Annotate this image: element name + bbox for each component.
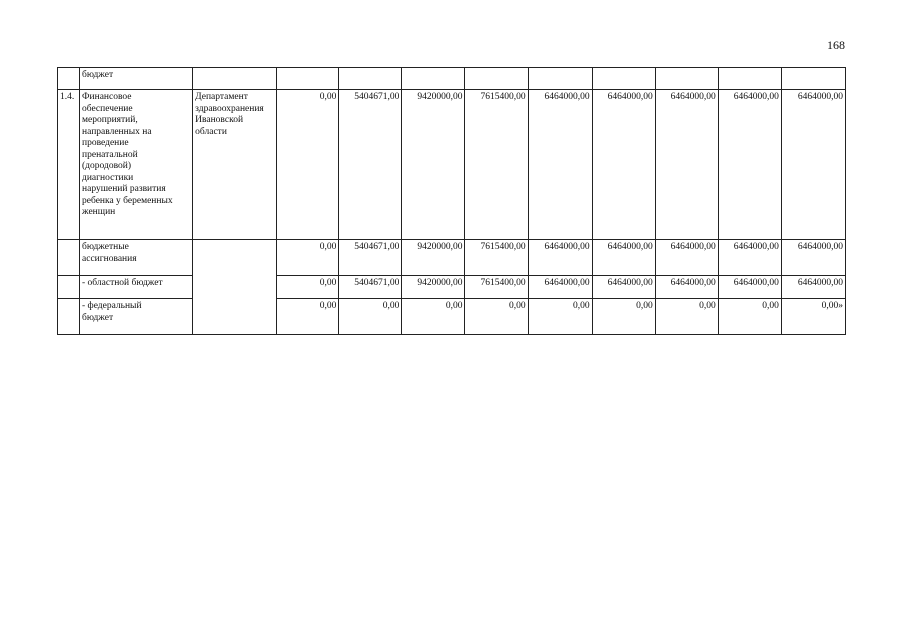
value-cell bbox=[465, 68, 528, 90]
value-cell: 6464000,00 bbox=[528, 240, 592, 276]
value-cell: 9420000,00 bbox=[402, 276, 465, 299]
value-cell: 6464000,00 bbox=[781, 276, 845, 299]
page-number: 168 bbox=[827, 38, 845, 52]
value-cell: 0,00 bbox=[655, 299, 718, 335]
value-cell: 5404671,00 bbox=[339, 276, 402, 299]
value-cell: 0,00 bbox=[402, 299, 465, 335]
value-cell: 6464000,00 bbox=[718, 90, 781, 240]
value-cell: 6464000,00 bbox=[781, 90, 845, 240]
value-cell: 9420000,00 bbox=[402, 240, 465, 276]
value-cell: 9420000,00 bbox=[402, 90, 465, 240]
value-cell: 6464000,00 bbox=[655, 90, 718, 240]
executor-line: Ивановской bbox=[195, 115, 244, 125]
value-cell bbox=[592, 68, 655, 90]
value-cell bbox=[339, 68, 402, 90]
row-name-line: обеспечение bbox=[82, 103, 133, 114]
row-name-line: женщин bbox=[82, 207, 116, 217]
row-name-line: проведение bbox=[82, 138, 129, 148]
row-name-line: бюджетные bbox=[82, 242, 129, 252]
value-cell: 6464000,00 bbox=[592, 240, 655, 276]
row-name-line: диагностики bbox=[82, 172, 134, 183]
executor-line: здравоохранения bbox=[195, 103, 264, 114]
executor-line: области bbox=[195, 126, 227, 137]
row-name-cell bbox=[80, 240, 193, 276]
row-name-line: бюджет bbox=[82, 312, 114, 323]
value-cell bbox=[655, 68, 718, 90]
value-cell: 0,00 bbox=[277, 299, 339, 335]
row-name-line: направленных на bbox=[82, 126, 152, 137]
table-row-regional-budget bbox=[58, 276, 846, 299]
row-name-line: (дородовой) bbox=[82, 161, 131, 171]
row-name-line: ассигнования bbox=[82, 253, 137, 264]
executor-line: Департамент bbox=[195, 92, 248, 102]
value-cell: 7615400,00 bbox=[465, 276, 528, 299]
value-cell: 6464000,00 bbox=[592, 276, 655, 299]
executor-cell-merged bbox=[193, 240, 277, 335]
row-name-line: - федеральный bbox=[82, 301, 142, 311]
table-body bbox=[58, 68, 846, 335]
value-cell: 6464000,00 bbox=[528, 90, 592, 240]
value-cell bbox=[528, 68, 592, 90]
value-cell bbox=[718, 68, 781, 90]
table-row-federal-budget bbox=[58, 299, 846, 335]
row-name-line: ребенка у беременных bbox=[82, 195, 173, 206]
value-cell: 5404671,00 bbox=[339, 240, 402, 276]
row-name-cell bbox=[80, 276, 193, 299]
row-number-cell bbox=[58, 299, 80, 335]
executor-cell bbox=[193, 90, 277, 240]
row-name-line: - областной бюджет bbox=[82, 278, 163, 288]
value-cell: 6464000,00 bbox=[718, 276, 781, 299]
row-name-line: бюджет bbox=[82, 70, 114, 80]
value-cell bbox=[277, 68, 339, 90]
value-cell: 0,00 bbox=[277, 90, 339, 240]
value-cell: 6464000,00 bbox=[781, 240, 845, 276]
value-cell: 0,00 bbox=[718, 299, 781, 335]
value-cell: 5404671,00 bbox=[339, 90, 402, 240]
executor-cell bbox=[193, 68, 277, 90]
row-number-cell: 1.4. bbox=[58, 90, 80, 240]
financing-table bbox=[57, 67, 846, 335]
value-cell: 0,00 bbox=[465, 299, 528, 335]
row-number-cell bbox=[58, 240, 80, 276]
value-cell: 0,00 bbox=[339, 299, 402, 335]
row-name-line: нарушений развития bbox=[82, 184, 166, 194]
value-cell: 6464000,00 bbox=[655, 276, 718, 299]
row-name-cell bbox=[80, 299, 193, 335]
row-number-cell bbox=[58, 68, 80, 90]
value-cell: 0,00 bbox=[592, 299, 655, 335]
row-name-cell bbox=[80, 90, 193, 240]
table-row-continuation bbox=[58, 68, 846, 90]
value-cell: 6464000,00 bbox=[592, 90, 655, 240]
value-cell: 6464000,00 bbox=[718, 240, 781, 276]
row-name-line: мероприятий, bbox=[82, 115, 138, 125]
row-name-line: пренатальной bbox=[82, 149, 138, 160]
row-name-line: Финансовое bbox=[82, 92, 132, 102]
row-name-cell bbox=[80, 68, 193, 90]
value-cell: 6464000,00 bbox=[528, 276, 592, 299]
value-cell: 6464000,00 bbox=[655, 240, 718, 276]
value-cell bbox=[781, 68, 845, 90]
table-row-1-4 bbox=[58, 90, 846, 240]
value-cell: 0,00 bbox=[277, 276, 339, 299]
value-cell: 0,00 bbox=[277, 240, 339, 276]
table-row-budget-allocations bbox=[58, 240, 846, 276]
value-cell: 7615400,00 bbox=[465, 240, 528, 276]
value-cell: 7615400,00 bbox=[465, 90, 528, 240]
row-number-cell bbox=[58, 276, 80, 299]
value-cell bbox=[402, 68, 465, 90]
value-cell: 0,00 bbox=[528, 299, 592, 335]
value-cell: 0,00» bbox=[781, 299, 845, 335]
